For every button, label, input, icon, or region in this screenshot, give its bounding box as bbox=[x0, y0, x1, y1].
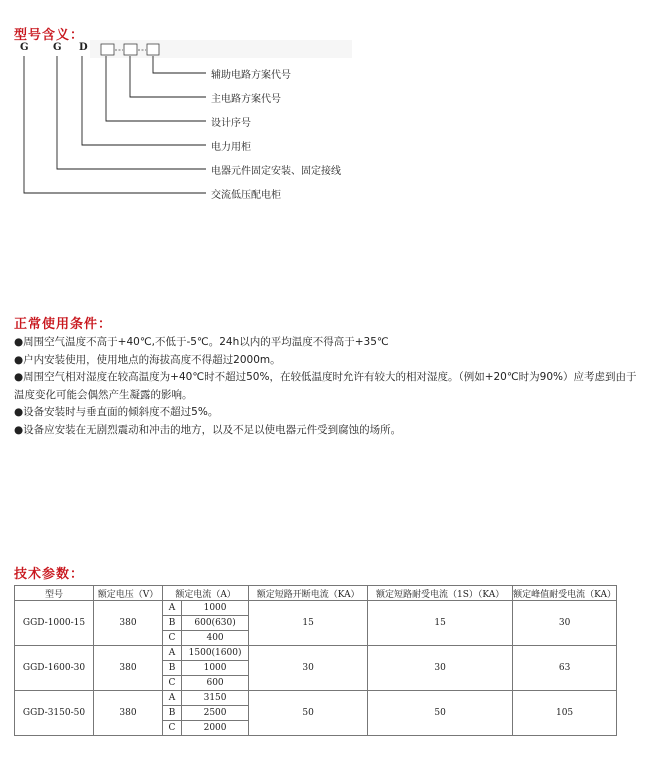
condition-item bbox=[14, 334, 640, 352]
cell-current: 3150 bbox=[182, 691, 249, 706]
bullet-icon: ● bbox=[14, 371, 24, 383]
condition-item bbox=[14, 369, 640, 404]
model-meaning-diagram bbox=[0, 0, 650, 230]
table-row bbox=[15, 691, 617, 706]
cell-model: GGD-1600-30 bbox=[15, 646, 94, 691]
table-header-row bbox=[15, 586, 617, 601]
cell-current: 1000 bbox=[182, 601, 249, 616]
cell-grade: A bbox=[163, 601, 182, 616]
table-row bbox=[15, 601, 617, 616]
cell-current: 2000 bbox=[182, 721, 249, 736]
label-power-cabinet: 电力用柜 bbox=[211, 142, 251, 153]
cell-grade: B bbox=[163, 706, 182, 721]
cell-model: GGD-3150-50 bbox=[15, 691, 94, 736]
specs-heading: 技术参数： bbox=[14, 567, 85, 582]
condition-text: 周围空气温度不高于+40℃,不低于-5℃。24h以内的平均温度不得高于+35℃ bbox=[23, 336, 389, 348]
cell-current: 2500 bbox=[182, 706, 249, 721]
cell-current: 600 bbox=[182, 676, 249, 691]
cell-breaking: 15 bbox=[249, 601, 368, 646]
condition-text: 设备安装时与垂直面的倾斜度不超过5%。 bbox=[23, 406, 219, 418]
cell-grade: B bbox=[163, 616, 182, 631]
cell-voltage: 380 bbox=[94, 646, 163, 691]
cell-grade: C bbox=[163, 676, 182, 691]
col-voltage: 额定电压（V） bbox=[94, 586, 163, 601]
code-letter-2: G bbox=[53, 42, 62, 53]
condition-item bbox=[14, 352, 640, 370]
cell-withstand: 15 bbox=[368, 601, 513, 646]
condition-item bbox=[14, 422, 640, 440]
table-row bbox=[15, 646, 617, 661]
label-main-circuit: 主电路方案代号 bbox=[211, 94, 281, 105]
cell-voltage: 380 bbox=[94, 691, 163, 736]
col-breaking: 额定短路开断电流（KA） bbox=[249, 586, 368, 601]
cell-withstand: 50 bbox=[368, 691, 513, 736]
cell-current: 400 bbox=[182, 631, 249, 646]
bullet-icon: ● bbox=[14, 423, 24, 436]
condition-item bbox=[14, 404, 640, 422]
cell-breaking: 30 bbox=[249, 646, 368, 691]
col-peak: 额定峰值耐受电流（KA） bbox=[513, 586, 617, 601]
label-fixed-install: 电器元件固定安装、固定接线 bbox=[211, 166, 341, 177]
condition-text: 设备应安装在无剧烈震动和冲击的地方，以及不足以使电器元件受到腐蚀的场所。 bbox=[23, 423, 402, 436]
cell-breaking: 50 bbox=[249, 691, 368, 736]
model-code-leader-lines bbox=[0, 0, 650, 230]
bullet-icon: ● bbox=[14, 353, 24, 366]
cell-peak: 63 bbox=[513, 646, 617, 691]
cell-current: 1500(1600) bbox=[182, 646, 249, 661]
conditions-heading: 正常使用条件： bbox=[14, 317, 113, 332]
cell-current: 1000 bbox=[182, 661, 249, 676]
label-ac-lv-cabinet: 交流低压配电柜 bbox=[211, 190, 281, 201]
specs-table bbox=[14, 585, 617, 736]
cell-voltage: 380 bbox=[94, 601, 163, 646]
conditions-list bbox=[14, 334, 640, 439]
cell-model: GGD-1000-15 bbox=[15, 601, 94, 646]
cell-grade: C bbox=[163, 631, 182, 646]
label-design-number: 设计序号 bbox=[211, 118, 251, 129]
col-current: 额定电流（A） bbox=[163, 586, 249, 601]
bullet-icon: ● bbox=[14, 336, 24, 348]
code-letter-1: G bbox=[20, 42, 29, 53]
cell-withstand: 30 bbox=[368, 646, 513, 691]
cell-peak: 105 bbox=[513, 691, 617, 736]
col-model: 型号 bbox=[15, 586, 94, 601]
model-meaning-heading: 型号含义： bbox=[14, 28, 85, 43]
cell-peak: 30 bbox=[513, 601, 617, 646]
cell-current: 600(630) bbox=[182, 616, 249, 631]
cell-grade: A bbox=[163, 646, 182, 661]
condition-text: 户内安装使用，使用地点的海拔高度不得超过2000m。 bbox=[23, 353, 281, 366]
label-aux-circuit: 辅助电路方案代号 bbox=[211, 70, 291, 81]
cell-grade: B bbox=[163, 661, 182, 676]
code-letter-3: D bbox=[79, 42, 88, 53]
col-withstand: 额定短路耐受电流（1S）（KA） bbox=[368, 586, 513, 601]
condition-text: 周围空气相对湿度在较高温度为+40℃时不超过50%，在较低温度时允许有较大的相对湿度。（例如+20℃时为90%）应考虑到由于温度变化可能会偶然产生凝露的影响。 bbox=[14, 371, 637, 401]
bullet-icon: ● bbox=[14, 406, 24, 418]
cell-grade: A bbox=[163, 691, 182, 706]
cell-grade: C bbox=[163, 721, 182, 736]
